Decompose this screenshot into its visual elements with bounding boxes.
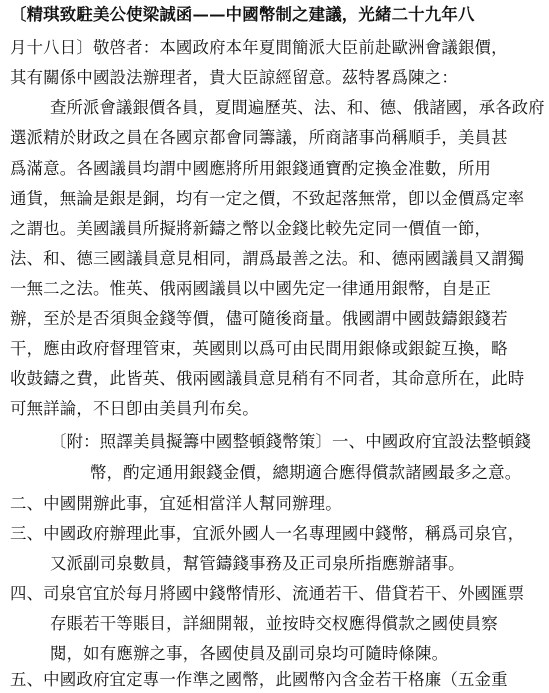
- text-line: 月十八日〕敬啓者：本國政府本年夏間簡派大臣前赴歐洲會議銀價，: [10, 38, 508, 57]
- paragraph-line: 一無二之法。惟英、俄兩國議員以中國先定一律通用銀幣，自是正: [10, 279, 492, 298]
- text-line: 其有關係中國設法辦理者，貴大臣諒經留意。茲特畧爲陳之：: [10, 68, 458, 87]
- paragraph-line: 收鼓鑄之費，此皆英、俄兩國議員意見稍有不同者，其命意所在，此時: [10, 369, 525, 388]
- paragraph-line: 法、和、德三國議員意見相同，謂爲最善之法。和、德兩國議員又謂獨: [10, 249, 525, 268]
- paragraph-line: 通貨，無論是銀是銅，均有一定之價，不致起落無常，卽以金價爲定率: [10, 189, 525, 208]
- list-item-4: 四、司泉官宜於每月將國中錢幣情形、流通若干、借貸若干、外國匯票: [10, 584, 525, 603]
- list-item-5: 五、中國政府宜定專一作準之國幣，此國幣內含金若干格廉（五金重: [10, 670, 508, 689]
- appendix-line: 幣，酌定通用銀錢金價，總期適合應得償款諸國最多之意。: [90, 463, 522, 482]
- paragraph-line: 之謂也。美國議員所擬將新鑄之幣以金錢比較先定同一價值一節，: [10, 219, 492, 238]
- list-item-4-cont: 閱，如有應辦之事，各國使員及副司泉均可隨時條陳。: [50, 644, 449, 663]
- paragraph-line: 選派精於財政之員在各國京都會同籌議，所商諸事尚稱順手，美員甚: [10, 128, 508, 147]
- paragraph-line: 爲滿意。各國議員均謂中國應將所用銀錢通寶酌定換金准數，所用: [10, 159, 492, 178]
- paragraph-line: 辦，至於是否須與金錢等價，儘可隨後商量。俄國謂中國鼓鑄銀錢若: [10, 309, 508, 328]
- paragraph-line: 可無詳論，不日卽由美員刋布矣。: [10, 399, 259, 418]
- list-item-2: 二、中國開辦此事，宜延相當洋人幫同辦理。: [10, 494, 342, 513]
- paragraph-line: 查所派會議銀價各員，夏間遍歷英、法、和、德、俄諸國，承各政府: [50, 98, 545, 117]
- paragraph-line: 干，應由政府督理管束，英國則以爲可由民間用銀條或銀錠互換，略: [10, 339, 508, 358]
- list-item-4-cont: 存賬若干等賬目，詳細開報，並按時交杈應得償款之國使員察: [50, 614, 498, 633]
- heading-line-1: 〔精琪致駐美公使梁誠函——中國幣制之建議，光緒二十九年八: [10, 5, 475, 24]
- list-item-3-cont: 又派副司泉數員，幫管鑄錢事務及正司泉所指應辦諸事。: [50, 554, 465, 573]
- list-item-3: 三、中國政府辦理此事，宜派外國人一名專理國中錢幣，稱爲司泉官，: [10, 524, 525, 543]
- appendix-line: 〔附：照譯美員擬籌中國整頓錢幣策〕一、中國政府宜設法整頓錢: [50, 432, 532, 451]
